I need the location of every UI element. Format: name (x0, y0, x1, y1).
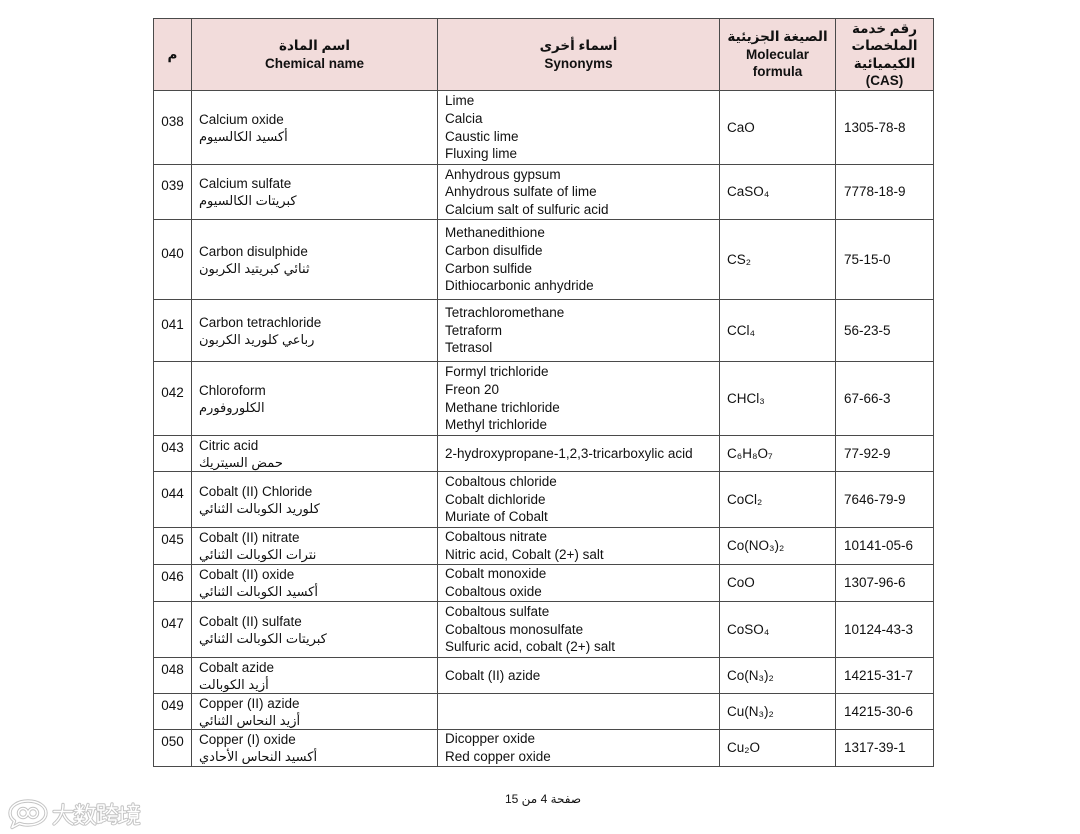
header-synonyms-ar: أسماء أخرى (539, 38, 618, 53)
synonym-item: Dicopper oxide (445, 731, 536, 747)
synonym-item: Cobaltous chloride (445, 474, 557, 490)
chemical-name-ar: الكلوروفورم (199, 399, 265, 415)
molecular-formula-cell: CaSO₄ (720, 165, 836, 220)
table-row (154, 91, 934, 165)
synonym-item: Cobaltous oxide (445, 584, 542, 599)
synonyms-cell (438, 565, 720, 602)
header-cas-number (836, 19, 934, 91)
synonyms-cell (438, 362, 720, 436)
synonym-item: Calcia (445, 110, 483, 126)
chemical-name-en: Copper (I) oxide (199, 732, 296, 747)
synonym-item: Cobalt monoxide (445, 566, 547, 582)
synonym-item: Caustic lime (445, 128, 519, 144)
chemical-name-ar: رباعي كلوريد الكربون (199, 331, 315, 347)
chemical-name-en: Cobalt (II) sulfate (199, 613, 302, 629)
chemicals-table (153, 18, 934, 767)
synonyms-cell (438, 165, 720, 220)
cas-number-cell: 10141-05-6 (836, 528, 934, 565)
synonym-item: Methanedithione (445, 225, 545, 241)
row-number-cell: 042 (154, 362, 192, 436)
row-number-cell: 040 (154, 220, 192, 300)
molecular-formula-cell: Cu₂O (720, 730, 836, 767)
cas-number-cell: 7646-79-9 (836, 472, 934, 528)
synonyms-cell (438, 730, 720, 767)
chemical-name-en: Carbon disulphide (199, 243, 308, 259)
synonym-item: Tetrachloromethane (445, 305, 565, 321)
synonym-item: Dithiocarbonic anhydride (445, 278, 594, 294)
header-row (154, 19, 934, 91)
molecular-formula-cell: CaO (720, 91, 836, 165)
synonym-item: Red copper oxide (445, 749, 551, 764)
synonym-item: Anhydrous gypsum (445, 166, 561, 182)
chemical-name-ar: أزيد النحاس الثنائي (199, 712, 301, 728)
chemical-name-en: Cobalt (II) Chloride (199, 483, 313, 499)
chemical-name-en: Carbon tetrachloride (199, 314, 322, 330)
row-number-cell: 046 (154, 565, 192, 602)
table-body (154, 91, 934, 767)
cas-number-cell: 14215-30-6 (836, 694, 934, 730)
cas-number-cell: 1307-96-6 (836, 565, 934, 602)
chemical-name-ar: أكسيد الكوبالت الثنائي (199, 584, 318, 599)
header-synonyms (438, 19, 720, 91)
row-number-cell: 049 (154, 694, 192, 730)
synonyms-cell (438, 658, 720, 694)
molecular-formula-cell: CoO (720, 565, 836, 602)
chemical-name-cell (192, 91, 438, 165)
cas-number-cell: 10124-43-3 (836, 602, 934, 658)
synonyms-cell (438, 602, 720, 658)
synonym-item: Cobaltous monosulfate (445, 621, 584, 637)
row-number-cell: 050 (154, 730, 192, 767)
synonyms-cell (438, 694, 720, 730)
molecular-formula-cell: CS₂ (720, 220, 836, 300)
table-row (154, 436, 934, 472)
chemical-name-cell (192, 565, 438, 602)
molecular-formula-cell: Co(NO₃)₂ (720, 528, 836, 565)
header-molecular-formula (720, 19, 836, 91)
chemical-name-en: Chloroform (199, 382, 266, 398)
chemical-name-cell (192, 220, 438, 300)
chemical-name-en: Calcium oxide (199, 111, 284, 127)
chemical-name-ar: كبريتات الكالسيوم (199, 193, 297, 208)
synonym-item: Carbon sulfide (445, 260, 533, 276)
synonym-item: Tetrasol (445, 340, 493, 356)
chemical-name-ar: حمض السيتريك (199, 454, 283, 470)
cas-number-cell: 1305-78-8 (836, 91, 934, 165)
table-row (154, 602, 934, 658)
molecular-formula-cell: CoSO₄ (720, 602, 836, 658)
synonym-item: Cobalt dichloride (445, 491, 546, 507)
row-number-cell: 043 (154, 436, 192, 472)
row-number-cell: 047 (154, 602, 192, 658)
header-number (154, 19, 192, 91)
chemical-name-ar: كبريتات الكوبالت الثنائي (199, 630, 327, 646)
cas-number-cell: 1317-39-1 (836, 730, 934, 767)
watermark-logo (4, 797, 144, 831)
table-row (154, 165, 934, 220)
table-row (154, 565, 934, 602)
chemical-name-cell (192, 472, 438, 528)
molecular-formula-cell: CoCl₂ (720, 472, 836, 528)
row-number-cell: 039 (154, 165, 192, 220)
chemical-name-en: Cobalt azide (199, 659, 275, 675)
synonym-item: 2-hydroxypropane-1,2,3-tricarboxylic acid (445, 445, 693, 461)
header-cas-ar-line-1: رقم خدمة (851, 20, 918, 36)
table-row (154, 472, 934, 528)
header-formula-en: Molecular formula (745, 46, 810, 80)
chemical-name-cell (192, 658, 438, 694)
molecular-formula-cell: CCl₄ (720, 300, 836, 362)
synonyms-cell (438, 528, 720, 565)
chemical-name-en: Cobalt (II) nitrate (199, 530, 300, 545)
chemical-name-cell (192, 602, 438, 658)
synonym-item: Cobalt (II) azide (445, 667, 541, 683)
chemical-name-cell (192, 528, 438, 565)
synonym-item: Lime (445, 93, 475, 109)
table-row (154, 730, 934, 767)
synonym-item: Sulfuric acid, cobalt (2+) salt (445, 639, 615, 655)
cas-number-cell: 14215-31-7 (836, 658, 934, 694)
chemical-name-cell (192, 730, 438, 767)
row-number-cell: 045 (154, 528, 192, 565)
header-cas-en: (CAS) (865, 73, 904, 88)
chemical-name-en: Cobalt (II) oxide (199, 567, 295, 582)
chemical-name-ar: ثنائي كبريتيد الكربون (199, 260, 310, 276)
header-chemical-name (192, 19, 438, 91)
synonyms-cell (438, 300, 720, 362)
page-number-footer: صفحة 4 من 15 (504, 792, 582, 806)
table-row (154, 658, 934, 694)
synonym-item: Freon 20 (445, 381, 500, 397)
header-synonyms-en: Synonyms (544, 55, 613, 71)
chemical-name-ar: أزيد الكوبالت (199, 676, 269, 692)
chemical-name-ar: أكسيد الكالسيوم (199, 128, 288, 144)
synonym-item: Cobaltous sulfate (445, 604, 550, 620)
table-row (154, 300, 934, 362)
table-header (154, 19, 934, 91)
cas-number-cell: 56-23-5 (836, 300, 934, 362)
cas-number-cell: 75-15-0 (836, 220, 934, 300)
row-number-cell: 048 (154, 658, 192, 694)
synonym-item: Methane trichloride (445, 399, 560, 415)
molecular-formula-cell: CHCl₃ (720, 362, 836, 436)
synonyms-cell (438, 220, 720, 300)
synonyms-cell (438, 436, 720, 472)
chemical-name-en: Calcium sulfate (199, 176, 292, 191)
table-row (154, 694, 934, 730)
row-number-cell: 044 (154, 472, 192, 528)
header-chemical-name-ar: اسم المادة (279, 38, 350, 53)
synonyms-cell (438, 91, 720, 165)
synonym-item: Nitric acid, Cobalt (2+) salt (445, 547, 604, 562)
synonym-item: Cobaltous nitrate (445, 529, 548, 545)
table-row (154, 220, 934, 300)
chemical-name-en: Copper (II) azide (199, 695, 300, 711)
synonym-item: Tetraform (445, 322, 503, 338)
synonym-item: Calcium salt of sulfuric acid (445, 201, 609, 217)
cas-number-cell: 77-92-9 (836, 436, 934, 472)
molecular-formula-cell: C₆H₈O₇ (720, 436, 836, 472)
synonym-item: Anhydrous sulfate of lime (445, 184, 597, 200)
header-cas-ar-line-3: الكيميائية (853, 55, 916, 71)
chemical-name-cell (192, 362, 438, 436)
synonym-item: Muriate of Cobalt (445, 509, 548, 525)
chemical-name-cell (192, 694, 438, 730)
header-formula-ar: الصيغة الجزيئية (727, 29, 828, 45)
synonym-item: Formyl trichloride (445, 364, 549, 380)
chemical-name-en: Citric acid (199, 437, 259, 453)
header-number-label: م (167, 46, 178, 62)
molecular-formula-cell: Cu(N₃)₂ (720, 694, 836, 730)
cas-number-cell: 7778-18-9 (836, 165, 934, 220)
chemical-name-ar: كلوريد الكوبالت الثنائي (199, 500, 320, 516)
synonym-item: Methyl trichloride (445, 417, 548, 433)
synonym-item: Fluxing lime (445, 146, 518, 162)
chemical-name-ar: أكسيد النحاس الأحادي (199, 749, 318, 764)
row-number-cell: 038 (154, 91, 192, 165)
chemical-name-cell (192, 165, 438, 220)
table-row (154, 528, 934, 565)
synonyms-cell (438, 472, 720, 528)
table-row (154, 362, 934, 436)
header-chemical-name-en: Chemical name (264, 55, 365, 71)
cas-number-cell: 67-66-3 (836, 362, 934, 436)
molecular-formula-cell: Co(N₃)₂ (720, 658, 836, 694)
header-cas-ar-line-2: الملخصات (851, 38, 918, 53)
chemical-name-cell (192, 300, 438, 362)
row-number-cell: 041 (154, 300, 192, 362)
chemical-name-cell (192, 436, 438, 472)
chemical-name-ar: نترات الكوبالت الثنائي (199, 547, 317, 562)
synonym-item: Carbon disulfide (445, 242, 543, 258)
